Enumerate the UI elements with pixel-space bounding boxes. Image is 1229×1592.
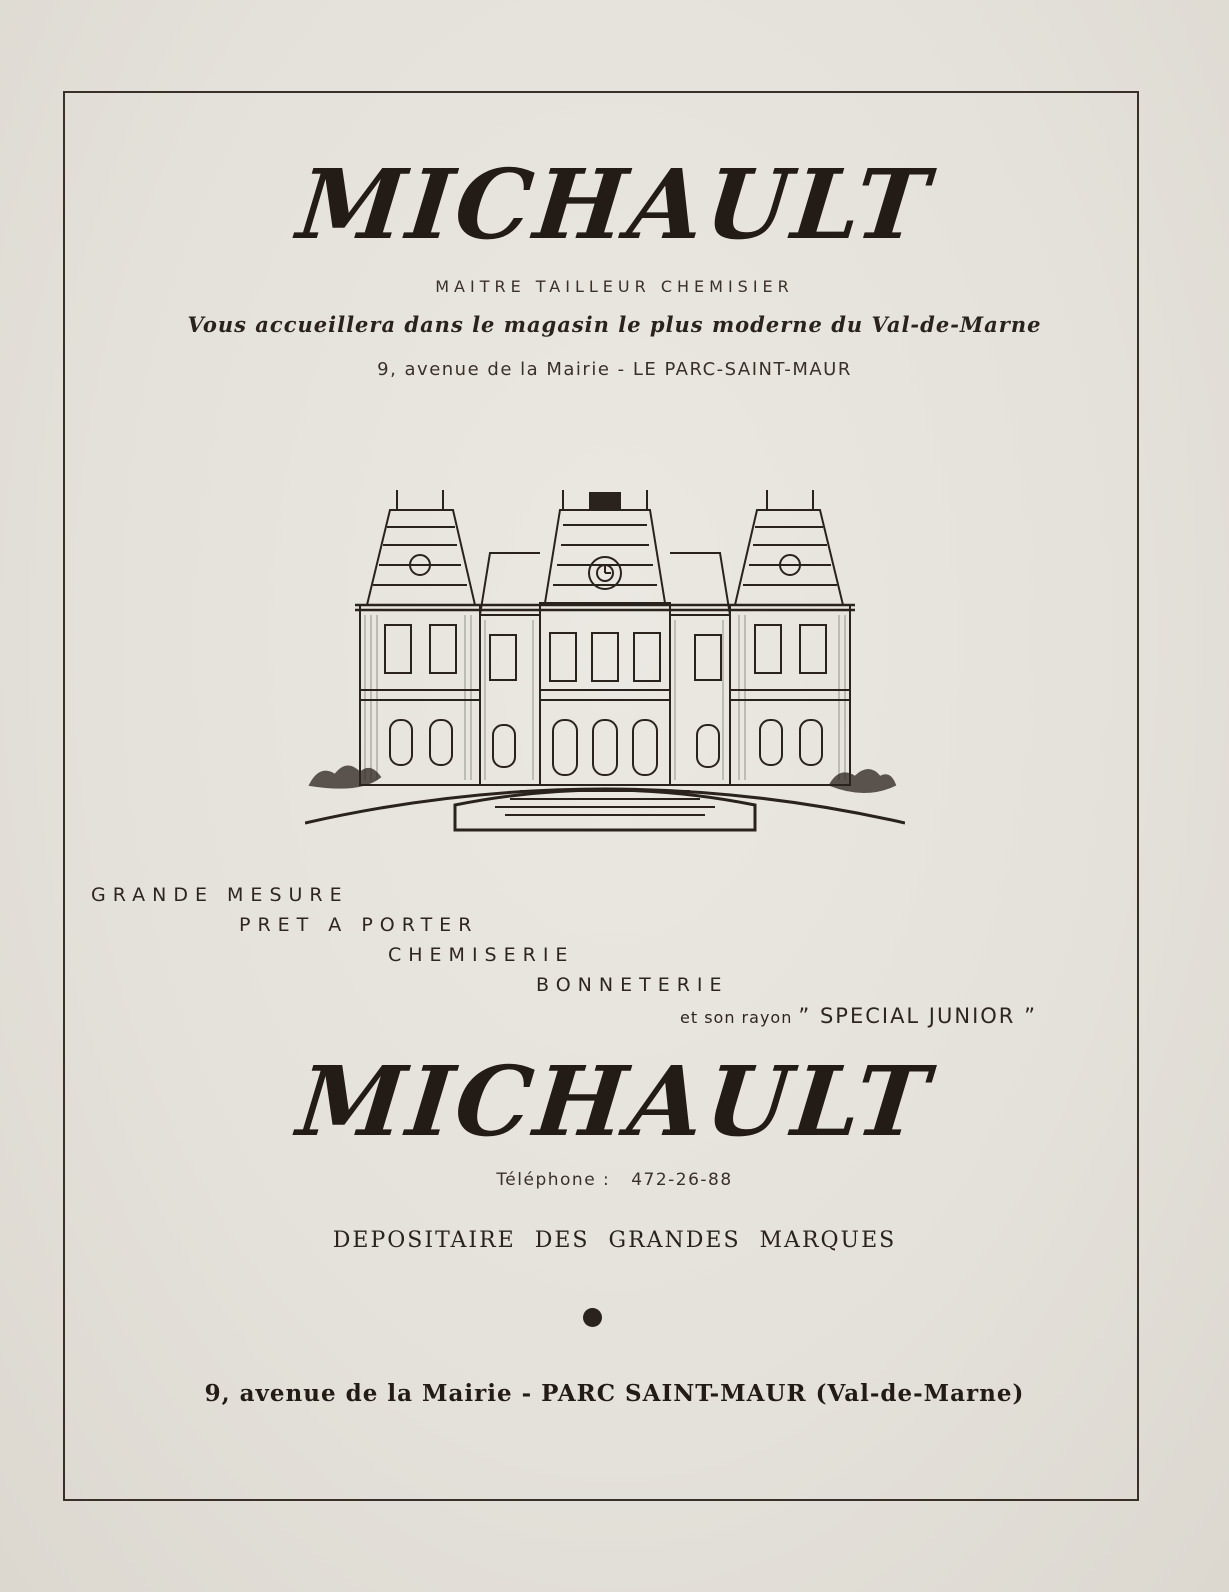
tagline: Vous accueillera dans le magasin le plus moderne du Val-de-Marne xyxy=(187,312,1042,337)
service-grande-mesure: GRANDE MESURE xyxy=(91,884,349,906)
footer-address: 9, avenue de la Mairie - PARC SAINT-MAUR (Val-de-Marne) xyxy=(204,1380,1025,1407)
service-pret-a-porter: PRET A PORTER xyxy=(239,914,479,936)
header-address: 9, avenue de la Mairie - LE PARC-SAINT-MAUR xyxy=(377,359,852,380)
mairie-building-illustration xyxy=(305,485,905,845)
depositaire-line: DEPOSITAIRE DES GRANDES MARQUES xyxy=(332,1228,897,1253)
special-junior-label: ” SPECIAL JUNIOR ” xyxy=(798,1004,1037,1028)
phone-line xyxy=(0,1170,1229,1190)
special-junior-prefix: et son rayon xyxy=(680,1008,793,1027)
special-junior-line xyxy=(680,1004,1037,1028)
brand-title-top: MICHAULT xyxy=(292,148,937,261)
service-chemiserie: CHEMISERIE xyxy=(388,944,575,966)
brand-title-bottom: MICHAULT xyxy=(292,1045,937,1158)
brand-subtitle: MAITRE TAILLEUR CHEMISIER xyxy=(435,277,794,296)
bullet-dot xyxy=(583,1308,602,1327)
phone-label: Téléphone : xyxy=(496,1170,611,1190)
service-bonneterie: BONNETERIE xyxy=(536,974,729,996)
phone-number: 472-26-88 xyxy=(631,1170,733,1190)
